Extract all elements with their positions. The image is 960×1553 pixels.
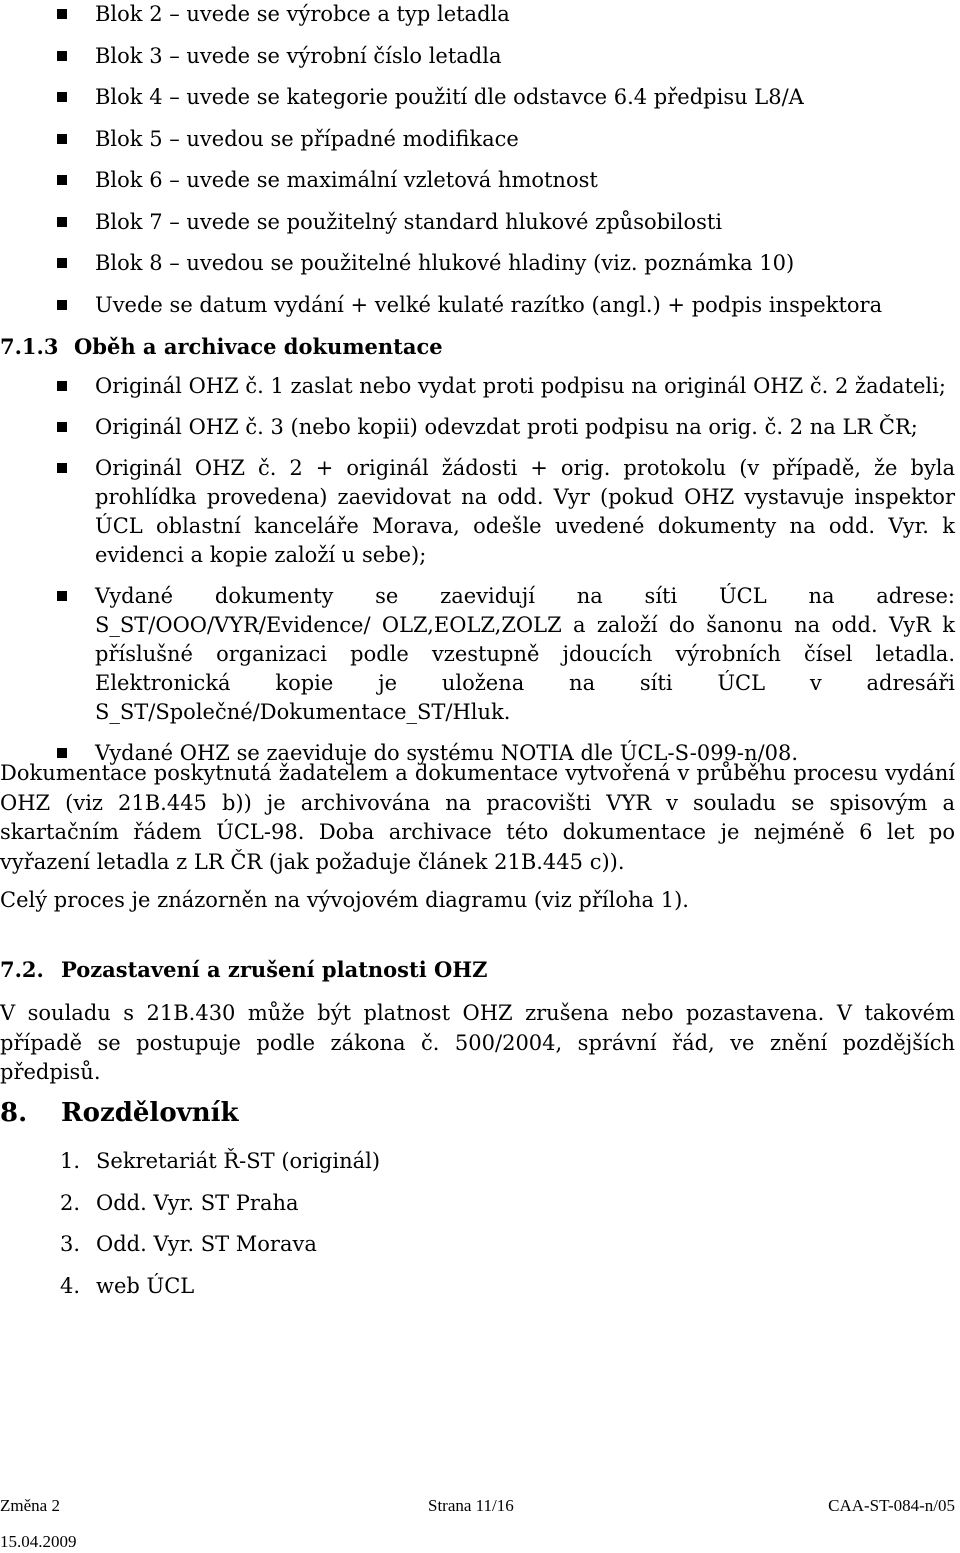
section-title: Rozdělovník xyxy=(61,1098,239,1128)
list-item: Blok 6 – uvede se maximální vzletová hmotnost xyxy=(95,166,955,208)
bullet-square-icon xyxy=(57,463,67,473)
archive-paragraph: Dokumentace poskytnutá žadatelem a dokumentace vytvořená v průběhu procesu vydání OHZ (viz 21B.445 b)) je archivována na pracovišti VYR v souladu se spisovým a skartačním řádem ÚCL-98. Doba archivace této dokumentace je nejméně 6 let po vyřazení letadla z LR ČR (jak požaduje článek 21B.445 c)). xyxy=(0,761,955,874)
list-item: Blok 8 – uvedou se použitelné hlukové hladiny (viz. poznámka 10) xyxy=(95,249,955,291)
footer-page-number: Strana 11/16 xyxy=(428,1496,514,1515)
list-item: Uvede se datum vydání + velké kulaté razítko (angl.) + podpis inspektora xyxy=(95,291,955,333)
bullet-square-icon xyxy=(57,134,67,144)
bullet-square-icon xyxy=(57,51,67,61)
suspension-paragraph: V souladu s 21B.430 může být platnost OHZ zrušena nebo pozastavena. V takovém případě se postupuje podle zákona č. 500/2004, správní řád, ve znění pozdějších předpisů. xyxy=(0,1001,955,1084)
section-title: Oběh a archivace dokumentace xyxy=(74,334,443,359)
list-item: 1. Sekretariát Ř-ST (originál) xyxy=(60,1149,381,1173)
section-title: Pozastavení a zrušení platnosti OHZ xyxy=(61,957,488,982)
list-item: Blok 7 – uvede se použitelný standard hlukové způsobilosti xyxy=(95,208,955,250)
section-number: 7.1.3 xyxy=(0,334,59,359)
list-item: Originál OHZ č. 3 (nebo kopii) odevzdat proti podpisu na orig. č. 2 na LR ČR; xyxy=(95,413,955,442)
footer-date: 15.04.2009 xyxy=(0,1532,77,1551)
list-item: 3. Odd. Vyr. ST Morava xyxy=(60,1232,317,1256)
list-item: Blok 2 – uvede se výrobce a typ letadla xyxy=(95,0,955,42)
footer-doc-id: CAA-ST-084-n/05 xyxy=(828,1496,955,1515)
bullet-square-icon xyxy=(57,422,67,432)
bullet-square-icon xyxy=(57,92,67,102)
list-item: Vydané dokumenty se zaevidují na síti ÚCL na adrese: S_ST/OOO/VYR/Evidence/ OLZ,EOLZ,ZOLZ a založí do šanonu na odd. VyR k příslušné organizaci podle vzestupně jdoucích výrobních čísel letadla. Elektronická kopie je uložena na síti ÚCL v adresáři S_ST/Společné/Dokumentace_ST/Hluk. xyxy=(95,582,955,727)
footer-change: Změna 2 xyxy=(0,1496,60,1515)
bullet-square-icon xyxy=(57,217,67,227)
list-item: Originál OHZ č. 1 zaslat nebo vydat proti podpisu na originál OHZ č. 2 žadateli; xyxy=(95,372,955,401)
list-item: Vydané OHZ se zaeviduje do systému NOTIA dle ÚCL-S-099-n/08. xyxy=(95,739,955,768)
list-item: Blok 5 – uvedou se případné modifikace xyxy=(95,125,955,167)
circulation-list xyxy=(95,372,955,780)
list-item: Blok 3 – uvede se výrobní číslo letadla xyxy=(95,42,955,84)
section-heading-7-1-3 xyxy=(0,332,443,361)
bullet-square-icon xyxy=(57,300,67,310)
list-item: Originál OHZ č. 2 + originál žádosti + orig. protokolu (v případě, že byla prohlídka provedena) zaevidovat na odd. Vyr (pokud OHZ vystavuje inspektor ÚCL oblastní kanceláře Morava, odešle uvedené dokumenty na odd. Vyr. k evidenci a kopie založí u sebe); xyxy=(95,454,955,570)
section-heading-8 xyxy=(0,1095,239,1131)
list-item: Blok 4 – uvede se kategorie použití dle odstavce 6.4 předpisu L8/A xyxy=(95,83,955,125)
bullet-square-icon xyxy=(57,748,67,758)
block-list xyxy=(95,0,955,332)
bullet-square-icon xyxy=(57,381,67,391)
bullet-square-icon xyxy=(57,9,67,19)
distribution-list xyxy=(60,1147,380,1313)
list-item: 2. Odd. Vyr. ST Praha xyxy=(60,1190,299,1215)
section-number: 7.2. xyxy=(0,957,44,982)
section-number: 8. xyxy=(0,1098,28,1128)
process-paragraph: Celý proces je znázorněn na vývojovém diagramu (viz příloha 1). xyxy=(0,888,689,912)
bullet-square-icon xyxy=(57,258,67,268)
bullet-square-icon xyxy=(57,591,67,601)
list-item: 4. web ÚCL xyxy=(60,1273,195,1298)
bullet-square-icon xyxy=(57,175,67,185)
section-heading-7-2 xyxy=(0,955,487,984)
